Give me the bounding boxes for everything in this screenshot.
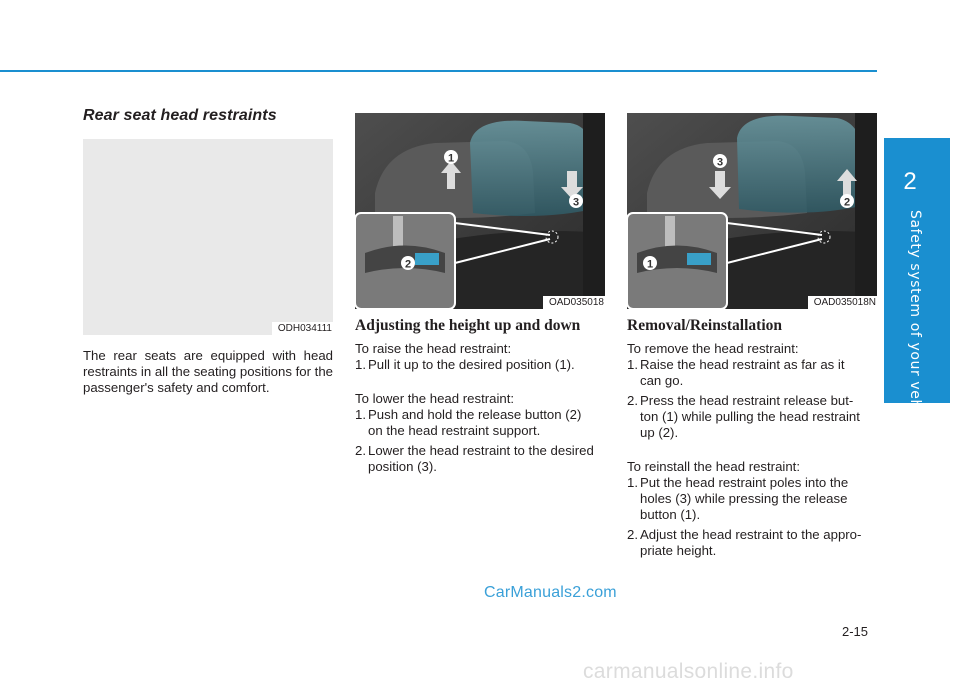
remove-step: 2. Press the head restraint release but- ton (1) while pulling the head restraint up (2). bbox=[627, 393, 860, 440]
raise-step: 1. Pull it up to the desired position (1). bbox=[355, 357, 575, 372]
chapter-number: 2 bbox=[903, 168, 917, 195]
column-intro bbox=[83, 108, 333, 396]
chapter-tab[interactable] bbox=[884, 138, 950, 436]
raise-intro: To raise the head restraint: bbox=[355, 341, 512, 356]
remove-intro: To remove the head restraint: bbox=[627, 341, 799, 356]
svg-text:2: 2 bbox=[404, 258, 412, 271]
figure-removal bbox=[627, 113, 877, 309]
watermark-link[interactable]: CarManuals2.com bbox=[484, 584, 617, 601]
svg-text:3: 3 bbox=[716, 156, 724, 169]
site-watermark: carmanualsonline.info bbox=[583, 660, 794, 683]
remove-step: 1. Raise the head restraint as far as it can go. bbox=[627, 357, 845, 388]
figure-adjusting bbox=[355, 113, 605, 309]
column-adjusting bbox=[355, 113, 605, 479]
lower-step: 1. Push and hold the release button (2) on the head restraint support. bbox=[355, 407, 582, 438]
svg-text:1: 1 bbox=[447, 152, 455, 165]
lower-intro: To lower the head restraint: bbox=[355, 391, 515, 406]
release-button-highlight bbox=[415, 253, 439, 265]
figure-rear-seats bbox=[83, 139, 333, 335]
reinstall-step: 1. Put the head restraint poles into the holes (3) while pressing the release button (1). bbox=[627, 475, 849, 522]
release-button-highlight bbox=[687, 253, 711, 265]
lower-step: 2. Lower the head restraint to the desired position (3). bbox=[355, 443, 594, 474]
header-rule bbox=[0, 70, 877, 72]
figure-code: OAD035018N bbox=[808, 296, 877, 309]
section-title: Rear seat head restraints bbox=[83, 107, 277, 124]
section-description: The rear seats are equipped with head restraints in all the seating positions for the passenger's safety and comfort. bbox=[83, 348, 333, 395]
svg-text:3: 3 bbox=[572, 196, 580, 209]
removal-title: Removal/Reinstallation bbox=[627, 317, 782, 334]
head-restraint-adjust-illustration bbox=[355, 113, 605, 309]
page-number: 2-15 bbox=[842, 624, 869, 639]
svg-text:2: 2 bbox=[843, 196, 851, 209]
column-removal bbox=[627, 113, 877, 563]
figure-code: OAD035018 bbox=[543, 296, 605, 309]
reinstall-intro: To reinstall the head restraint: bbox=[627, 459, 800, 474]
figure-code: ODH034111 bbox=[272, 322, 333, 335]
chapter-title: Safety system of your vehicle bbox=[907, 210, 923, 436]
reinstall-step: 2. Adjust the head restraint to the appro- priate height. bbox=[627, 527, 862, 558]
svg-text:1: 1 bbox=[646, 258, 654, 271]
head-restraint-removal-illustration bbox=[627, 113, 877, 309]
adjusting-title: Adjusting the height up and down bbox=[355, 317, 581, 334]
